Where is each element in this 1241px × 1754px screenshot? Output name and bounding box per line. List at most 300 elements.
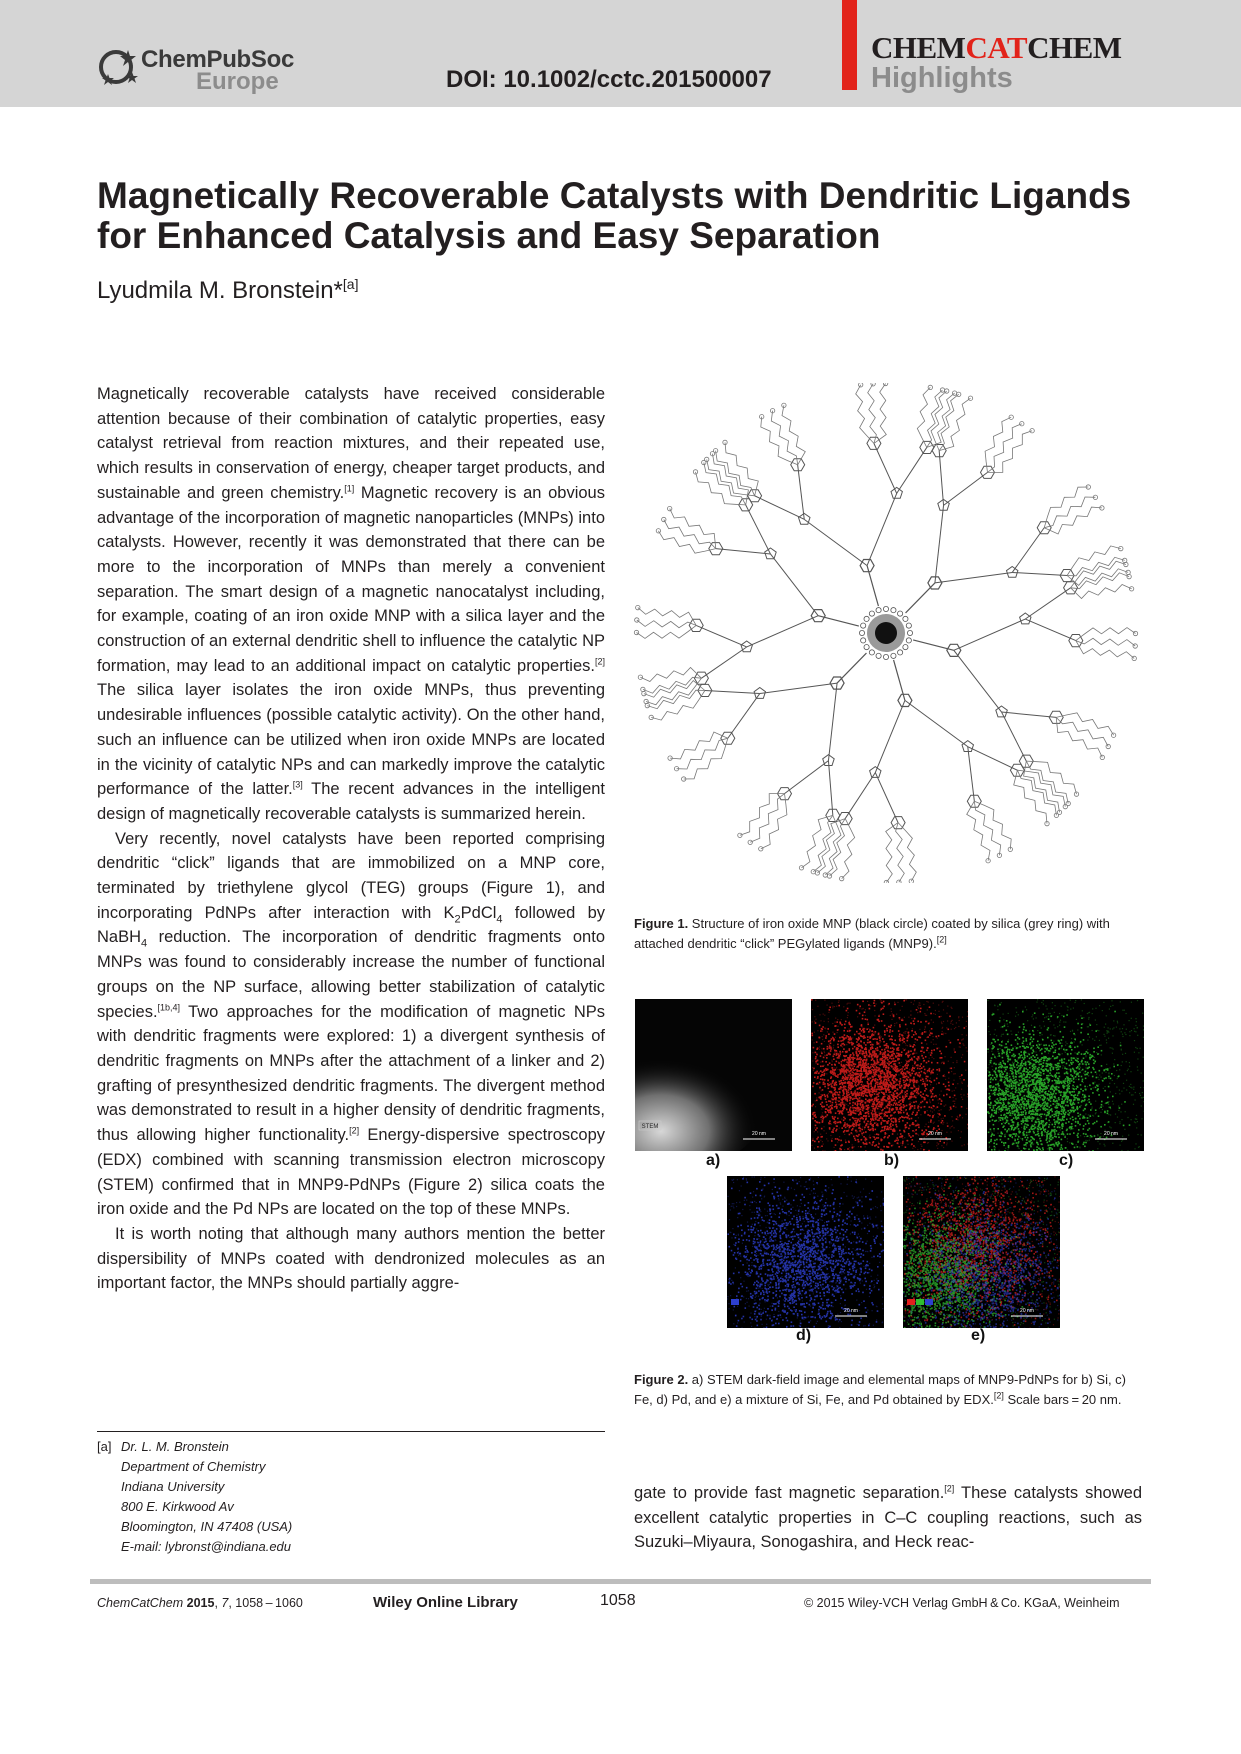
- signal-pixel: [872, 1144, 874, 1146]
- noise-pixel: [837, 1142, 838, 1143]
- noise-pixel: [849, 1028, 850, 1029]
- signal-pixel: [1090, 1135, 1092, 1137]
- noise-pixel: [896, 1123, 897, 1124]
- signal-pixel: [920, 1102, 922, 1104]
- signal-pixel: [875, 1119, 877, 1121]
- signal-pixel: [900, 1133, 902, 1135]
- signal-pixel: [839, 1148, 841, 1150]
- signal-pixel: [1013, 1117, 1015, 1119]
- signal-pixel: [932, 1099, 934, 1101]
- signal-pixel: [887, 1046, 889, 1048]
- signal-pixel: [838, 1005, 840, 1007]
- signal-pixel: [1021, 1121, 1023, 1123]
- noise-pixel: [863, 1116, 864, 1117]
- signal-pixel: [866, 1064, 868, 1066]
- signal-pixel: [1085, 1133, 1087, 1135]
- signal-pixel: [913, 1070, 915, 1072]
- signal-pixel: [991, 1149, 993, 1151]
- noise-pixel: [842, 1085, 843, 1086]
- noise-pixel: [891, 1019, 892, 1020]
- noise-pixel: [815, 1000, 816, 1001]
- noise-pixel: [938, 1116, 939, 1117]
- noise-pixel: [924, 1126, 925, 1127]
- noise-pixel: [953, 1062, 954, 1063]
- noise-pixel: [859, 1008, 860, 1009]
- noise-pixel: [829, 1082, 830, 1083]
- signal-pixel: [931, 1096, 933, 1098]
- signal-pixel: [906, 1061, 908, 1063]
- noise-pixel: [823, 1014, 824, 1015]
- signal-pixel: [872, 1058, 874, 1060]
- noise-pixel: [924, 1149, 925, 1150]
- signal-pixel: [915, 1101, 917, 1103]
- signal-pixel: [819, 1037, 821, 1039]
- signal-pixel: [902, 1116, 904, 1118]
- signal-pixel: [851, 1057, 853, 1059]
- noise-pixel: [831, 1098, 832, 1099]
- noise-pixel: [919, 1106, 920, 1107]
- noise-pixel: [864, 1123, 865, 1124]
- signal-pixel: [881, 1076, 883, 1078]
- noise-pixel: [889, 1068, 890, 1069]
- signal-pixel: [1083, 1058, 1085, 1060]
- signal-pixel: [988, 1075, 990, 1077]
- signal-pixel: [897, 1089, 899, 1091]
- signal-pixel: [1063, 1094, 1065, 1096]
- signal-pixel: [857, 1088, 859, 1090]
- noise-pixel: [920, 1144, 921, 1145]
- noise-pixel: [864, 1043, 865, 1044]
- figure-label: Figure 1.: [634, 916, 689, 931]
- signal-pixel: [894, 1063, 896, 1065]
- signal-pixel: [857, 1004, 859, 1006]
- text: The recent advances in the intelligent design of magnetically recoverable catalysts is summarized herein.: [97, 780, 606, 823]
- signal-pixel: [1049, 1072, 1051, 1074]
- signal-pixel: [1048, 1018, 1050, 1020]
- signal-pixel: [1007, 1041, 1009, 1043]
- signal-pixel: [927, 1070, 929, 1072]
- teg-chain: [684, 738, 728, 779]
- noise-pixel: [863, 1030, 864, 1031]
- author-name: Lyudmila M. Bronstein*: [97, 277, 343, 304]
- doi[interactable]: DOI: 10.1002/cctc.201500007: [446, 66, 772, 93]
- signal-pixel: [998, 1067, 1000, 1069]
- signal-pixel: [884, 1031, 886, 1033]
- signal-pixel: [916, 1009, 918, 1011]
- signal-pixel: [888, 1080, 890, 1082]
- noise-pixel: [906, 1140, 907, 1141]
- teg-chain: [1067, 546, 1121, 576]
- signal-pixel: [1033, 1064, 1035, 1066]
- signal-pixel: [1091, 1072, 1093, 1074]
- noise-pixel: [941, 1099, 942, 1100]
- signal-pixel: [862, 1001, 864, 1003]
- publisher-logo[interactable]: [98, 46, 295, 95]
- signal-pixel: [1019, 1068, 1021, 1070]
- noise-pixel: [857, 1016, 858, 1017]
- signal-pixel: [1031, 1056, 1033, 1058]
- dendrimer-branch: [968, 747, 975, 802]
- signal-pixel: [929, 1080, 931, 1082]
- signal-pixel: [896, 1056, 898, 1058]
- signal-pixel: [821, 1028, 823, 1030]
- citation[interactable]: [2]: [594, 656, 605, 667]
- signal-pixel: [854, 1034, 856, 1036]
- noise-pixel: [822, 1039, 823, 1040]
- teg-chain: [1044, 487, 1088, 528]
- signal-pixel: [872, 1079, 874, 1081]
- signal-pixel: [881, 1062, 883, 1064]
- noise-pixel: [909, 1044, 910, 1045]
- signal-pixel: [847, 1030, 849, 1032]
- signal-pixel: [1013, 1124, 1015, 1126]
- signal-pixel: [848, 1041, 850, 1043]
- signal-pixel: [831, 1086, 833, 1088]
- signal-pixel: [1032, 1055, 1034, 1057]
- signal-pixel: [1031, 1111, 1033, 1113]
- noise-pixel: [863, 1008, 864, 1009]
- noise-pixel: [865, 1101, 866, 1102]
- signal-pixel: [834, 1090, 836, 1092]
- noise-pixel: [823, 1144, 824, 1145]
- signal-pixel: [1033, 1045, 1035, 1047]
- noise-pixel: [875, 1114, 876, 1115]
- figure-1-dendrimer-structure: [630, 383, 1142, 883]
- signal-pixel: [855, 1113, 857, 1115]
- signal-pixel: [847, 1095, 849, 1097]
- noise-pixel: [854, 1107, 855, 1108]
- signal-pixel: [862, 1065, 864, 1067]
- signal-pixel: [907, 1122, 909, 1124]
- signal-pixel: [1022, 1118, 1024, 1120]
- noise-pixel: [867, 1102, 868, 1103]
- signal-pixel: [1064, 1136, 1066, 1138]
- dendrimer-branch: [935, 572, 1012, 582]
- signal-pixel: [849, 1036, 851, 1038]
- signal-pixel: [850, 1064, 852, 1066]
- figure-1-caption: [634, 914, 1134, 954]
- noise-pixel: [913, 1091, 914, 1092]
- signal-pixel: [876, 1116, 878, 1118]
- signal-pixel: [831, 1064, 833, 1066]
- text: Energy-dispersive spectroscopy (EDX) combined with scanning transmission electron microscopy (STEM) confirmed that in MNP9-PdNPs (Figure 2) silica coats the iron oxide and the Pd NPs are located on the top of these MNPs.: [97, 1126, 605, 1219]
- signal-pixel: [1035, 1059, 1037, 1061]
- signal-pixel: [882, 1149, 884, 1151]
- signal-pixel: [849, 1059, 851, 1061]
- signal-pixel: [877, 1108, 879, 1110]
- signal-pixel: [1015, 1039, 1017, 1041]
- signal-pixel: [1087, 1135, 1089, 1137]
- teg-chain: [651, 691, 705, 721]
- signal-pixel: [835, 1112, 837, 1114]
- noise-pixel: [921, 1084, 922, 1085]
- noise-pixel: [915, 1053, 916, 1054]
- noise-pixel: [879, 999, 880, 1000]
- noise-pixel: [876, 1039, 877, 1040]
- signal-pixel: [1002, 1049, 1004, 1051]
- noise-pixel: [960, 1047, 961, 1048]
- signal-pixel: [861, 1030, 863, 1032]
- signal-pixel: [817, 1122, 819, 1124]
- signal-pixel: [857, 1136, 859, 1138]
- signal-pixel: [932, 1115, 934, 1117]
- noise-pixel: [949, 1109, 950, 1110]
- signal-pixel: [905, 1080, 907, 1082]
- signal-pixel: [908, 1072, 910, 1074]
- noise-pixel: [925, 1027, 926, 1028]
- noise-pixel: [877, 1146, 878, 1147]
- signal-pixel: [830, 1071, 832, 1073]
- noise-pixel: [933, 1123, 934, 1124]
- signal-pixel: [882, 1070, 884, 1072]
- signal-pixel: [917, 1039, 919, 1041]
- signal-pixel: [1090, 1109, 1092, 1111]
- signal-pixel: [1009, 1076, 1011, 1078]
- noise-pixel: [913, 1068, 914, 1069]
- teg-chain: [670, 732, 728, 759]
- signal-pixel: [821, 1136, 823, 1138]
- signal-pixel: [877, 1079, 879, 1081]
- subscript: 4: [141, 937, 148, 950]
- noise-pixel: [832, 1007, 833, 1008]
- noise-pixel: [850, 1030, 851, 1031]
- noise-pixel: [820, 1134, 821, 1135]
- signal-pixel: [895, 1096, 897, 1098]
- signal-pixel: [993, 1107, 995, 1109]
- signal-pixel: [1041, 1113, 1043, 1115]
- signal-pixel: [1013, 1098, 1015, 1100]
- noise-pixel: [867, 1001, 868, 1002]
- noise-pixel: [943, 1147, 944, 1148]
- noise-pixel: [872, 1118, 873, 1119]
- noise-pixel: [852, 1133, 853, 1134]
- dendrimer-branch: [798, 465, 805, 520]
- noise-pixel: [864, 1120, 865, 1121]
- noise-pixel: [856, 1132, 857, 1133]
- signal-pixel: [901, 1055, 903, 1057]
- signal-pixel: [881, 1099, 883, 1101]
- noise-pixel: [852, 1122, 853, 1123]
- dendrimer-branch: [760, 683, 837, 693]
- noise-pixel: [886, 1094, 887, 1095]
- noise-pixel: [944, 1074, 945, 1075]
- signal-pixel: [1053, 1044, 1055, 1046]
- signal-pixel: [906, 1078, 908, 1080]
- signal-pixel: [1091, 1055, 1093, 1057]
- noise-pixel: [841, 1046, 842, 1047]
- noise-pixel: [892, 1013, 893, 1014]
- signal-pixel: [855, 1118, 857, 1120]
- signal-pixel: [889, 1082, 891, 1084]
- signal-pixel: [866, 1142, 868, 1144]
- signal-pixel: [893, 1095, 895, 1097]
- citation[interactable]: [1]: [344, 483, 355, 494]
- signal-pixel: [1039, 1109, 1041, 1111]
- signal-pixel: [837, 1046, 839, 1048]
- signal-pixel: [1077, 1086, 1079, 1088]
- signal-pixel: [998, 1117, 1000, 1119]
- signal-pixel: [948, 1085, 950, 1087]
- signal-pixel: [904, 1069, 906, 1071]
- signal-pixel: [903, 1077, 905, 1079]
- signal-pixel: [909, 1135, 911, 1137]
- signal-pixel: [1033, 1051, 1035, 1053]
- signal-pixel: [863, 1086, 865, 1088]
- signal-pixel: [913, 1086, 915, 1088]
- noise-pixel: [944, 1056, 945, 1057]
- signal-pixel: [1038, 1119, 1040, 1121]
- signal-pixel: [850, 1084, 852, 1086]
- signal-pixel: [899, 1097, 901, 1099]
- signal-pixel: [831, 1104, 833, 1106]
- noise-pixel: [850, 1065, 851, 1066]
- signal-pixel: [830, 1083, 832, 1085]
- signal-pixel: [852, 1107, 854, 1109]
- noise-pixel: [832, 1061, 833, 1062]
- teg-chain: [707, 459, 755, 495]
- signal-pixel: [928, 1061, 930, 1063]
- signal-pixel: [1037, 1070, 1039, 1072]
- noise-pixel: [951, 1071, 952, 1072]
- noise-pixel: [839, 1149, 840, 1150]
- noise-pixel: [898, 1143, 899, 1144]
- signal-pixel: [884, 1127, 886, 1129]
- noise-pixel: [926, 1015, 927, 1016]
- noise-pixel: [953, 1097, 954, 1098]
- signal-pixel: [948, 1072, 950, 1074]
- signal-pixel: [862, 1036, 864, 1038]
- signal-pixel: [843, 1030, 845, 1032]
- signal-pixel: [875, 1063, 877, 1065]
- signal-pixel: [829, 1062, 831, 1064]
- noise-pixel: [912, 1028, 913, 1029]
- signal-pixel: [906, 1113, 908, 1115]
- noise-pixel: [937, 1113, 938, 1114]
- noise-pixel: [817, 1006, 818, 1007]
- signal-pixel: [860, 1078, 862, 1080]
- signal-pixel: [858, 1083, 860, 1085]
- noise-pixel: [916, 1058, 917, 1059]
- signal-pixel: [924, 1099, 926, 1101]
- signal-pixel: [1048, 1075, 1050, 1077]
- noise-pixel: [967, 1128, 968, 1129]
- signal-pixel: [1007, 1058, 1009, 1060]
- signal-pixel: [847, 1008, 849, 1010]
- signal-pixel: [825, 1108, 827, 1110]
- noise-pixel: [826, 1115, 827, 1116]
- author: [97, 276, 358, 305]
- signal-pixel: [1033, 1106, 1035, 1108]
- signal-pixel: [876, 1124, 878, 1126]
- surface-group: [876, 608, 881, 613]
- noise-pixel: [830, 1102, 831, 1103]
- signal-pixel: [913, 1084, 915, 1086]
- dendrimer-branch: [696, 625, 747, 647]
- signal-pixel: [878, 1075, 880, 1077]
- caption-text: Structure of iron oxide MNP (black circle) coated by silica (grey ring) with attached dendritic “click” PEGylated ligands (MNP9).: [634, 916, 1110, 951]
- signal-pixel: [1017, 1100, 1019, 1102]
- signal-pixel: [1049, 1107, 1051, 1109]
- noise-pixel: [845, 1108, 846, 1109]
- signal-pixel: [881, 1122, 883, 1124]
- citation[interactable]: [2]: [936, 934, 947, 945]
- noise-pixel: [828, 1021, 829, 1022]
- signal-pixel: [1014, 1110, 1016, 1112]
- citation[interactable]: [2]: [349, 1125, 360, 1136]
- noise-pixel: [919, 1059, 920, 1060]
- signal-pixel: [910, 1096, 912, 1098]
- signal-pixel: [927, 1095, 929, 1097]
- signal-pixel: [1000, 1094, 1002, 1096]
- signal-pixel: [848, 1065, 850, 1067]
- signal-pixel: [845, 1127, 847, 1129]
- signal-pixel: [838, 1057, 840, 1059]
- noise-pixel: [874, 1033, 875, 1034]
- signal-pixel: [1079, 1063, 1081, 1065]
- signal-pixel: [868, 1031, 870, 1033]
- noise-pixel: [899, 1019, 900, 1020]
- noise-pixel: [963, 1045, 964, 1046]
- signal-pixel: [883, 1077, 885, 1079]
- signal-pixel: [824, 1094, 826, 1096]
- noise-pixel: [909, 1069, 910, 1070]
- signal-pixel: [1085, 1078, 1087, 1080]
- noise-pixel: [954, 1103, 955, 1104]
- noise-pixel: [822, 1031, 823, 1032]
- noise-pixel: [880, 1109, 881, 1110]
- noise-pixel: [823, 1048, 824, 1049]
- noise-pixel: [872, 1073, 873, 1074]
- signal-pixel: [835, 1130, 837, 1132]
- signal-pixel: [926, 1094, 928, 1096]
- noise-pixel: [934, 1109, 935, 1110]
- signal-pixel: [901, 1051, 903, 1053]
- signal-pixel: [828, 1088, 830, 1090]
- signal-pixel: [850, 1068, 852, 1070]
- signal-pixel: [1081, 1027, 1083, 1029]
- citation[interactable]: [1b,4]: [157, 1002, 181, 1013]
- signal-pixel: [1035, 1109, 1037, 1111]
- signal-pixel: [1049, 1067, 1051, 1069]
- signal-pixel: [876, 1133, 878, 1135]
- signal-pixel: [835, 1105, 837, 1107]
- signal-pixel: [989, 1098, 991, 1100]
- signal-pixel: [1070, 1045, 1072, 1047]
- signal-pixel: [905, 1054, 907, 1056]
- signal-pixel: [1034, 1012, 1036, 1014]
- noise-pixel: [819, 1088, 820, 1089]
- noise-pixel: [837, 1094, 838, 1095]
- signal-pixel: [865, 1066, 867, 1068]
- signal-pixel: [1013, 1063, 1015, 1065]
- signal-pixel: [843, 1098, 845, 1100]
- signal-pixel: [1022, 1011, 1024, 1013]
- dendrimer-branch: [954, 650, 1002, 712]
- signal-pixel: [1032, 1041, 1034, 1043]
- noise-pixel: [922, 1049, 923, 1050]
- noise-pixel: [820, 1147, 821, 1148]
- signal-pixel: [1058, 1103, 1060, 1105]
- noise-pixel: [824, 1084, 825, 1085]
- noise-pixel: [812, 1067, 813, 1068]
- signal-pixel: [900, 1069, 902, 1071]
- signal-pixel: [846, 1061, 848, 1063]
- noise-pixel: [963, 1094, 964, 1095]
- signal-pixel: [914, 1031, 916, 1033]
- signal-pixel: [906, 1076, 908, 1078]
- citation[interactable]: [3]: [292, 779, 303, 790]
- signal-pixel: [892, 1131, 894, 1133]
